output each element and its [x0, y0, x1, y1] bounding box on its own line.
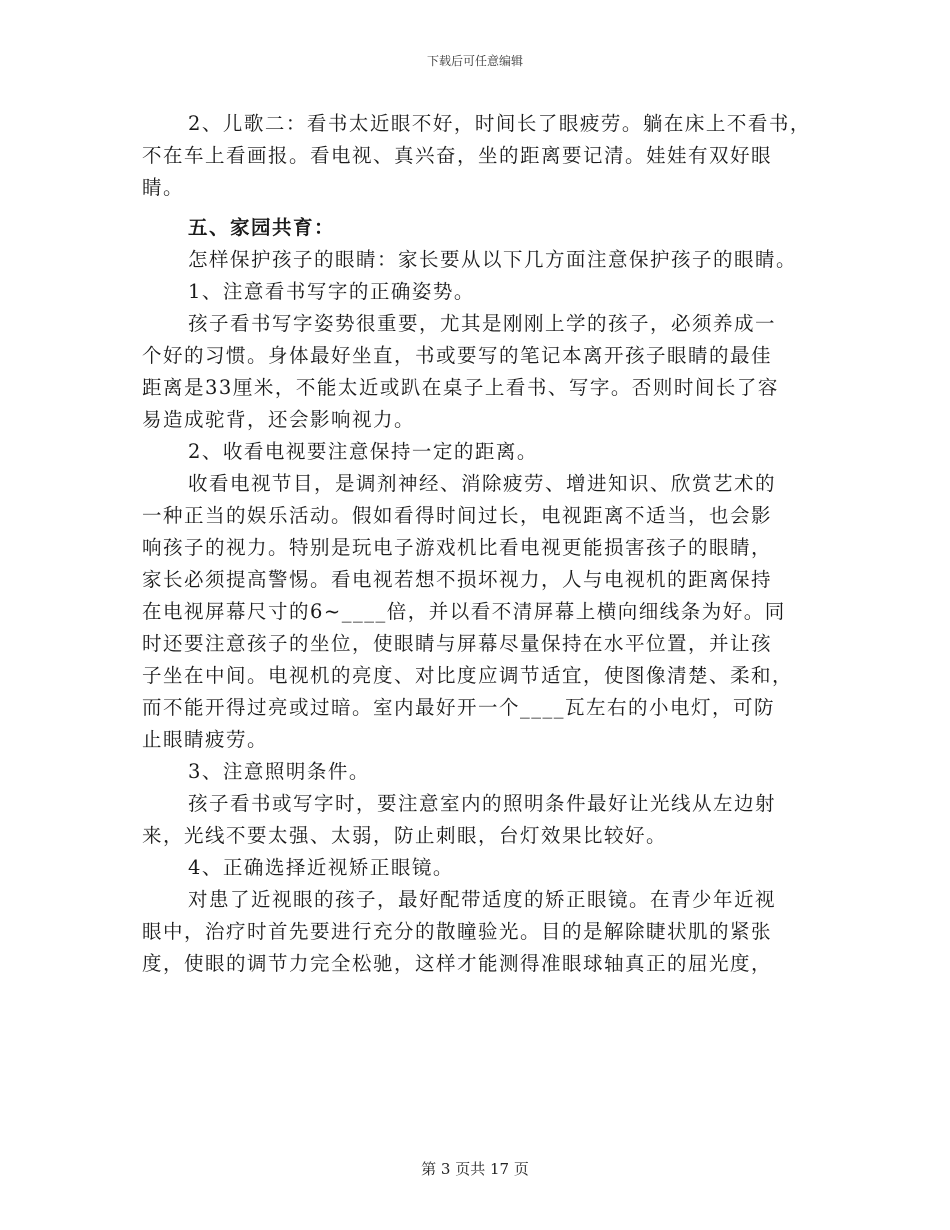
- paragraph-line: 睛。: [142, 176, 185, 199]
- page-header: 下载后可任意编辑: [426, 54, 523, 68]
- paragraph-line: 子坐在中间。电视机的亮度、对比度应调节适宜，使图像清楚、柔和，: [142, 664, 794, 687]
- paragraph-line: 孩子看书写字姿势很重要，尤其是刚刚上学的孩子，必须养成一: [188, 312, 777, 335]
- paragraph-line: 响孩子的视力。特别是玩电子游戏机比看电视更能损害孩子的眼睛，: [142, 536, 773, 559]
- paragraph-line: 度，使眼的调节力完全松驰，这样才能测得准眼球轴真正的屈光度，: [142, 952, 773, 975]
- page-footer: 第 3 页共 17 页: [421, 1160, 529, 1178]
- paragraph-line: 易造成驼背，还会影响视力。: [142, 408, 416, 431]
- paragraph-line: 孩子看书或写字时，要注意室内的照明条件最好让光线从左边射: [188, 792, 777, 815]
- paragraph-line: 怎样保护孩子的眼睛：家长要从以下几方面注意保护孩子的眼睛。: [188, 248, 798, 271]
- paragraph-line: 不在车上看画报。看电视、真兴奋，坐的距离要记清。娃娃有双好眼: [142, 144, 773, 167]
- subsection-title: 1、注意看书写字的正确姿势。: [188, 280, 475, 303]
- paragraph-line: 距离是33厘米，不能太近或趴在桌子上看书、写字。否则时间长了容: [142, 376, 779, 399]
- paragraph-line: 时还要注意孩子的坐位，使眼睛与屏幕尽量保持在水平位置，并让孩: [142, 632, 773, 655]
- paragraph-line: 对患了近视眼的孩子，最好配带适度的矫正眼镜。在青少年近视: [188, 888, 777, 911]
- paragraph-line: 来，光线不要太强、太弱，防止刺眼，台灯效果比较好。: [142, 824, 668, 847]
- paragraph-line: 个好的习惯。身体最好坐直，书或要写的笔记本离开孩子眼睛的最佳: [142, 344, 773, 367]
- paragraph-line: 2、儿歌二：看书太近眼不好，时间长了眼疲劳。躺在床上不看书，: [188, 112, 811, 135]
- paragraph-line: 一种正当的娱乐活动。假如看得时间过长，电视距离不适当，也会影: [142, 504, 773, 527]
- paragraph-line: 止眼睛疲劳。: [142, 728, 269, 751]
- section-heading: 五、家园共育：: [188, 216, 336, 239]
- paragraph-line: 眼中，治疗时首先要进行充分的散瞳验光。目的是解除睫状肌的紧张: [142, 920, 773, 943]
- subsection-title: 4、正确选择近视矫正眼镜。: [188, 856, 454, 879]
- subsection-title: 2、收看电视要注意保持一定的距离。: [188, 440, 538, 463]
- paragraph-line: 收看电视节目，是调剂神经、消除疲劳、增进知识、欣赏艺术的: [188, 472, 777, 495]
- paragraph-line: 在电视屏幕尺寸的6~____倍，并以看不清屏幕上横向细线条为好。同: [142, 600, 786, 623]
- document-body: [142, 108, 810, 980]
- subsection-title: 3、注意照明条件。: [188, 760, 370, 783]
- paragraph-line: 家长必须提高警惕。看电视若想不损坏视力，人与电视机的距离保持: [142, 568, 773, 591]
- paragraph-line: 而不能开得过亮或过暗。室内最好开一个____瓦左右的小电灯，可防: [142, 696, 776, 719]
